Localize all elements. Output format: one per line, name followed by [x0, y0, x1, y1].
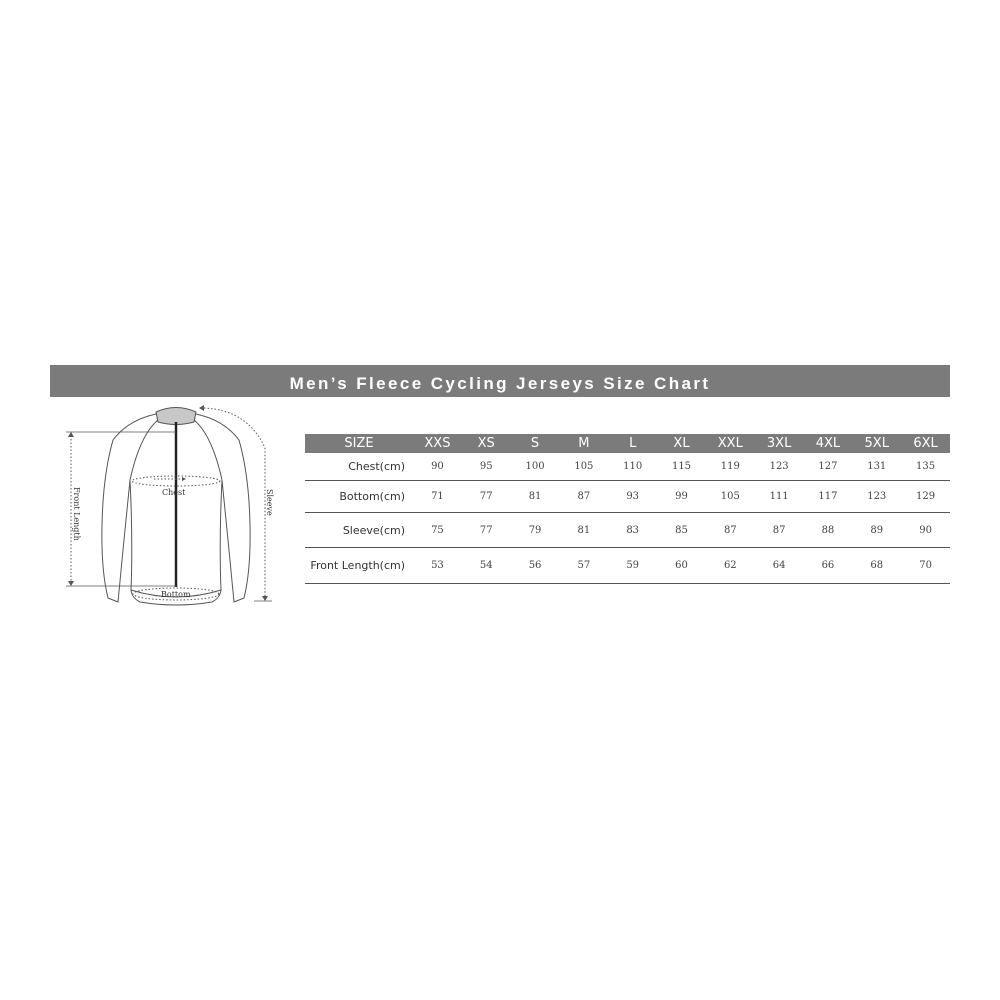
size-column-header: XXS [413, 434, 462, 453]
table-cell: 70 [901, 548, 950, 584]
table-cell: 57 [559, 548, 608, 584]
size-header-row [305, 434, 950, 453]
table-cell: 135 [901, 453, 950, 481]
table-cell: 95 [462, 453, 511, 481]
table-cell: 87 [755, 513, 804, 548]
jersey-outline [58, 400, 288, 610]
table-cell: 60 [657, 548, 706, 584]
table-cell: 123 [755, 453, 804, 481]
table-cell: 110 [608, 453, 657, 481]
table-cell: 100 [511, 453, 560, 481]
size-column-header: L [608, 434, 657, 453]
table-cell: 117 [804, 481, 853, 513]
table-cell: 129 [901, 481, 950, 513]
row-label: Front Length(cm) [305, 548, 413, 584]
table-cell: 68 [852, 548, 901, 584]
row-label: Chest(cm) [305, 453, 413, 481]
size-column-header: XL [657, 434, 706, 453]
row-label: Sleeve(cm) [305, 513, 413, 548]
table-cell: 131 [852, 453, 901, 481]
table-cell: 119 [706, 453, 755, 481]
table-cell: 123 [852, 481, 901, 513]
table-cell: 66 [804, 548, 853, 584]
table-cell: 127 [804, 453, 853, 481]
table-cell: 85 [657, 513, 706, 548]
table-cell: 105 [706, 481, 755, 513]
table-cell: 111 [755, 481, 804, 513]
row-label: Bottom(cm) [305, 481, 413, 513]
size-column-header: 6XL [901, 434, 950, 453]
table-cell: 90 [413, 453, 462, 481]
table-cell: 89 [852, 513, 901, 548]
table-cell: 105 [559, 453, 608, 481]
bottom-label: Bottom [161, 590, 191, 599]
table-cell: 59 [608, 548, 657, 584]
table-cell: 53 [413, 548, 462, 584]
table-row-chest [305, 453, 950, 481]
table-cell: 87 [706, 513, 755, 548]
table-cell: 90 [901, 513, 950, 548]
size-column-header: S [511, 434, 560, 453]
table-cell: 81 [511, 481, 560, 513]
table-cell: 115 [657, 453, 706, 481]
chest-label: Chest [162, 488, 186, 497]
size-column-header: XXL [706, 434, 755, 453]
table-cell: 54 [462, 548, 511, 584]
table-cell: 77 [462, 513, 511, 548]
size-column-header: 4XL [804, 434, 853, 453]
table-cell: 77 [462, 481, 511, 513]
table-cell: 87 [559, 481, 608, 513]
table-row-sleeve [305, 513, 950, 548]
size-column-header: 3XL [755, 434, 804, 453]
sleeve-label: Sleeve [265, 489, 274, 516]
table-cell: 79 [511, 513, 560, 548]
jersey-diagram [58, 400, 288, 610]
table-cell: 62 [706, 548, 755, 584]
size-table [305, 434, 950, 584]
size-header-label: SIZE [305, 434, 413, 453]
table-cell: 71 [413, 481, 462, 513]
table-cell: 75 [413, 513, 462, 548]
size-column-header: 5XL [852, 434, 901, 453]
table-cell: 64 [755, 548, 804, 584]
size-column-header: M [559, 434, 608, 453]
table-cell: 88 [804, 513, 853, 548]
table-cell: 83 [608, 513, 657, 548]
table-cell: 93 [608, 481, 657, 513]
table-cell: 56 [511, 548, 560, 584]
size-column-header: XS [462, 434, 511, 453]
table-cell: 99 [657, 481, 706, 513]
table-cell: 81 [559, 513, 608, 548]
front-length-label: Front Length [72, 487, 81, 541]
size-chart-title: Men’s Fleece Cycling Jerseys Size Chart [50, 365, 950, 397]
table-row-front-length [305, 548, 950, 584]
table-row-bottom [305, 481, 950, 513]
